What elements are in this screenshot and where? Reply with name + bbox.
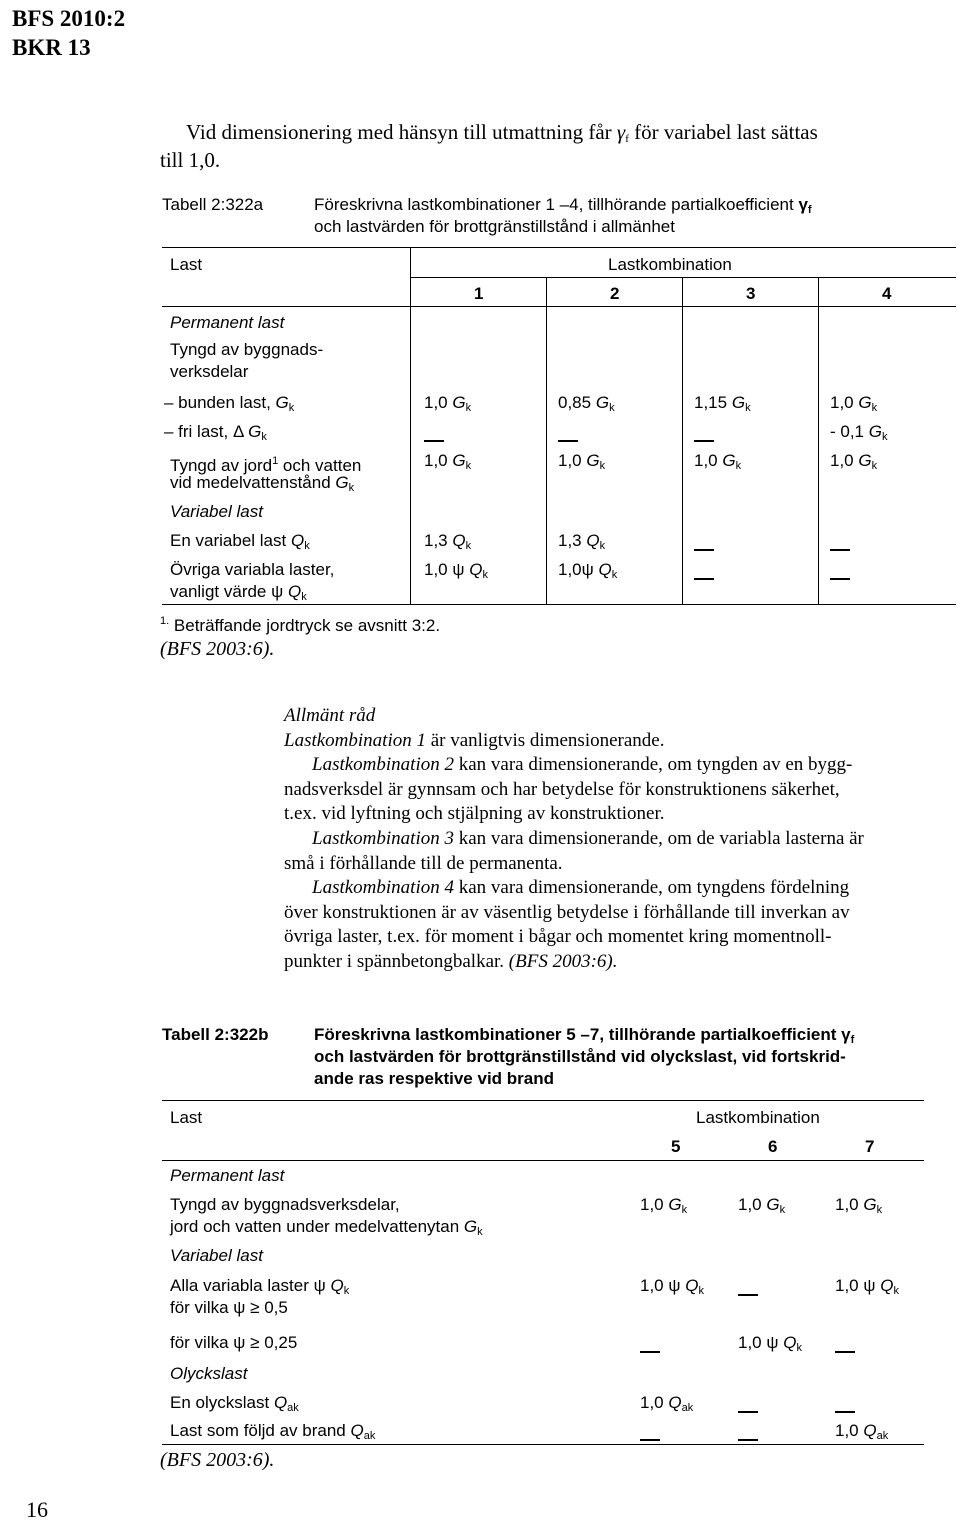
table-a-tyngd-line1: Tyngd av byggnads- bbox=[170, 340, 324, 359]
table-a-caption-line2: och lastvärden för brottgränstillstånd i allmänhet bbox=[314, 217, 675, 236]
table-b-caption-line1: Föreskrivna lastkombinationer 5 –7, tillhörande partialkoefficient $\gamma_f$ bbox=[314, 1025, 855, 1046]
table-a-fri-3-dash bbox=[694, 432, 714, 450]
table-b-variabel-heading: Variabel last bbox=[170, 1246, 263, 1265]
table-b-col-5: 5 bbox=[671, 1137, 681, 1156]
table-b-col-7: 7 bbox=[865, 1137, 875, 1156]
table-a-fri-1-dash bbox=[424, 432, 444, 450]
table-b-olyckslast-7-dash bbox=[835, 1403, 855, 1421]
table-b-olyckslast-label: En olyckslast $Q_{ak}$ bbox=[170, 1393, 299, 1414]
document-subcode: BKR 13 bbox=[12, 35, 91, 60]
table-a-divider-1 bbox=[410, 248, 411, 604]
table-b-permanent-heading: Permanent last bbox=[170, 1166, 285, 1185]
table-a-bunden-3: 1,15 $G_k$ bbox=[694, 393, 751, 414]
advice-p2-b: nadsverksdel är gynnsam och har betydelse för konstruktionens säkerhet, bbox=[284, 778, 840, 800]
table-a-en-2: 1,3 $Q_k$ bbox=[558, 531, 606, 552]
table-a-bunden-1: 1,0 $G_k$ bbox=[424, 393, 472, 414]
table-b-vilka025-label: för vilka ψ ≥ 0,25 bbox=[170, 1333, 298, 1352]
table-a-header-rule bbox=[162, 306, 956, 307]
table-a-jord-4: 1,0 $G_k$ bbox=[830, 451, 878, 472]
table-a-en-1: 1,3 $Q_k$ bbox=[424, 531, 472, 552]
table-a-divider-3 bbox=[682, 278, 683, 604]
table-a-col-group: Lastkombination bbox=[608, 255, 732, 274]
table-b-alla-line2: för vilka ψ ≥ 0,5 bbox=[170, 1298, 288, 1317]
table-a-fri-4: - 0,1 $G_k$ bbox=[830, 422, 888, 443]
table-b-brand-5-dash bbox=[640, 1431, 660, 1449]
table-b-caption-line2: och lastvärden för brottgränstillstånd vid olyckslast, vid fortskrid- bbox=[314, 1047, 846, 1066]
table-a-jord-1: 1,0 $G_k$ bbox=[424, 451, 472, 472]
table-b-header-rule bbox=[162, 1160, 924, 1161]
advice-p4-d: punkter i spännbetongbalkar. (BFS 2003:6). bbox=[284, 950, 618, 972]
advice-p2-a: Lastkombination 2 kan vara dimensionerande, om tyngden av en bygg- bbox=[312, 754, 853, 776]
page-number: 16 bbox=[26, 1497, 48, 1522]
table-b-olyckslast-5: 1,0 $Q_{ak}$ bbox=[640, 1393, 694, 1414]
table-b-bottom-rule bbox=[162, 1444, 924, 1445]
table-b-olyckslast-6-dash bbox=[738, 1403, 758, 1421]
table-a-footnote: $^{1.}$ Beträffande jordtryck se avsnitt 3:2. bbox=[160, 615, 441, 635]
advice-p3-a: Lastkombination 3 kan vara dimensionerande, om de variabla lasterna är bbox=[312, 827, 864, 849]
advice-p1: Lastkombination 1 är vanligtvis dimensionerande. bbox=[284, 729, 665, 751]
table-b-tyngd-7: 1,0 $G_k$ bbox=[835, 1195, 883, 1216]
table-b-alla-6-dash bbox=[738, 1286, 758, 1304]
table-a-en-3-dash bbox=[694, 541, 714, 559]
table-a-bunden-2: 0,85 $G_k$ bbox=[558, 393, 615, 414]
table-a-ovriga-line2: vanligt värde ψ $Q_k$ bbox=[170, 582, 307, 603]
intro-line2: till 1,0. bbox=[160, 148, 221, 172]
advice-p3-b: små i förhållande till de permanenta. bbox=[284, 852, 563, 874]
advice-p4-a: Lastkombination 4 kan vara dimensionerande, om tyngdens fördelning bbox=[312, 877, 850, 899]
table-b-tyngd-6: 1,0 $G_k$ bbox=[738, 1195, 786, 1216]
table-a-col-3: 3 bbox=[746, 284, 756, 303]
table-a-en-variabel-label: En variabel last $Q_k$ bbox=[170, 531, 310, 552]
table-b-olyckslast-heading: Olyckslast bbox=[170, 1364, 248, 1383]
table-b-source: (BFS 2003:6). bbox=[160, 1449, 275, 1471]
table-a-caption-line1: Föreskrivna lastkombinationer 1 –4, tillhörande partialkoefficient $\gamma_f$ bbox=[314, 195, 812, 216]
table-b-caption-line3: ande ras respektive vid brand bbox=[314, 1069, 554, 1088]
table-a-col-4: 4 bbox=[882, 284, 892, 303]
table-a-tyngd-line2: verksdelar bbox=[170, 362, 249, 381]
advice-p4-b: över konstruktionen är av väsentlig betydelse i förhållande till inverkan av bbox=[284, 901, 850, 923]
table-a-divider-2 bbox=[546, 278, 547, 604]
table-b-brand-7: 1,0 $Q_{ak}$ bbox=[835, 1421, 889, 1442]
table-a-col-2: 2 bbox=[610, 284, 620, 303]
table-b-alla-line1: Alla variabla laster ψ $Q_k$ bbox=[170, 1276, 350, 1297]
document-code: BFS 2010:2 bbox=[12, 6, 126, 31]
general-advice bbox=[284, 704, 944, 975]
table-b-col-group: Lastkombination bbox=[696, 1108, 820, 1127]
table-b-brand-6-dash bbox=[738, 1431, 758, 1449]
table-a-fri-label: – fri last, Δ $G_k$ bbox=[164, 422, 267, 443]
table-b-tyngd-line2: jord och vatten under medelvattenytan $G_k$ bbox=[170, 1217, 483, 1238]
table-a-ovriga-line1: Övriga variabla laster, bbox=[170, 560, 335, 579]
advice-title: Allmänt råd bbox=[284, 705, 376, 726]
table-a-source: (BFS 2003:6). bbox=[160, 638, 275, 660]
table-a-col-last: Last bbox=[170, 255, 203, 274]
table-a-en-4-dash bbox=[830, 541, 850, 559]
table-a-bunden-label: – bunden last, $G_k$ bbox=[164, 393, 295, 414]
table-b-vilka025-6: 1,0 ψ $Q_k$ bbox=[738, 1333, 802, 1354]
table-b-brand-label: Last som följd av brand $Q_{ak}$ bbox=[170, 1421, 376, 1442]
table-a-jord-line2: vid medelvattenstånd $G_k$ bbox=[170, 473, 355, 494]
table-a-jord-2: 1,0 $G_k$ bbox=[558, 451, 606, 472]
table-a-permanent-heading: Permanent last bbox=[170, 313, 285, 332]
table-a-jord-line1: Tyngd av jord$^1$ och vatten bbox=[170, 455, 362, 475]
advice-p4-c: övriga laster, t.ex. för moment i bågar och momentet kring momentnoll- bbox=[284, 926, 832, 948]
table-b-tyngd-line1: Tyngd av byggnadsverksdelar, bbox=[170, 1195, 400, 1214]
table-b-vilka025-5-dash bbox=[640, 1343, 660, 1361]
table-a-col-1: 1 bbox=[474, 284, 484, 303]
table-b-col-6: 6 bbox=[768, 1137, 778, 1156]
table-b-alla-7: 1,0 ψ $Q_k$ bbox=[835, 1276, 899, 1297]
table-a-label: Tabell 2:322a bbox=[162, 195, 264, 214]
table-a-group-rule bbox=[410, 277, 956, 278]
table-a-top-rule bbox=[162, 247, 956, 248]
table-a-divider-4 bbox=[818, 278, 819, 604]
table-b-tyngd-5: 1,0 $G_k$ bbox=[640, 1195, 688, 1216]
table-a-ovriga-4-dash bbox=[830, 570, 850, 588]
table-a-ovriga-3-dash bbox=[694, 570, 714, 588]
table-a-variabel-heading: Variabel last bbox=[170, 502, 263, 521]
table-a-bottom-rule bbox=[162, 604, 956, 605]
table-a-ovriga-2: 1,0ψ $Q_k$ bbox=[558, 560, 618, 581]
intro-line1: Vid dimensionering med hänsyn till utmattning får $\gamma_f$ för variabel last sättas bbox=[186, 120, 818, 145]
table-b-top-rule bbox=[162, 1100, 924, 1101]
table-a-ovriga-1: 1,0 ψ $Q_k$ bbox=[424, 560, 488, 581]
table-b-alla-5: 1,0 ψ $Q_k$ bbox=[640, 1276, 704, 1297]
table-b-col-last: Last bbox=[170, 1108, 203, 1127]
table-a-bunden-4: 1,0 $G_k$ bbox=[830, 393, 878, 414]
table-a-fri-2-dash bbox=[558, 432, 578, 450]
table-a-jord-3: 1,0 $G_k$ bbox=[694, 451, 742, 472]
advice-p2-c: t.ex. vid lyftning och stjälpning av konstruktioner. bbox=[284, 803, 665, 825]
table-b-vilka025-7-dash bbox=[835, 1343, 855, 1361]
table-b-label: Tabell 2:322b bbox=[162, 1025, 269, 1044]
